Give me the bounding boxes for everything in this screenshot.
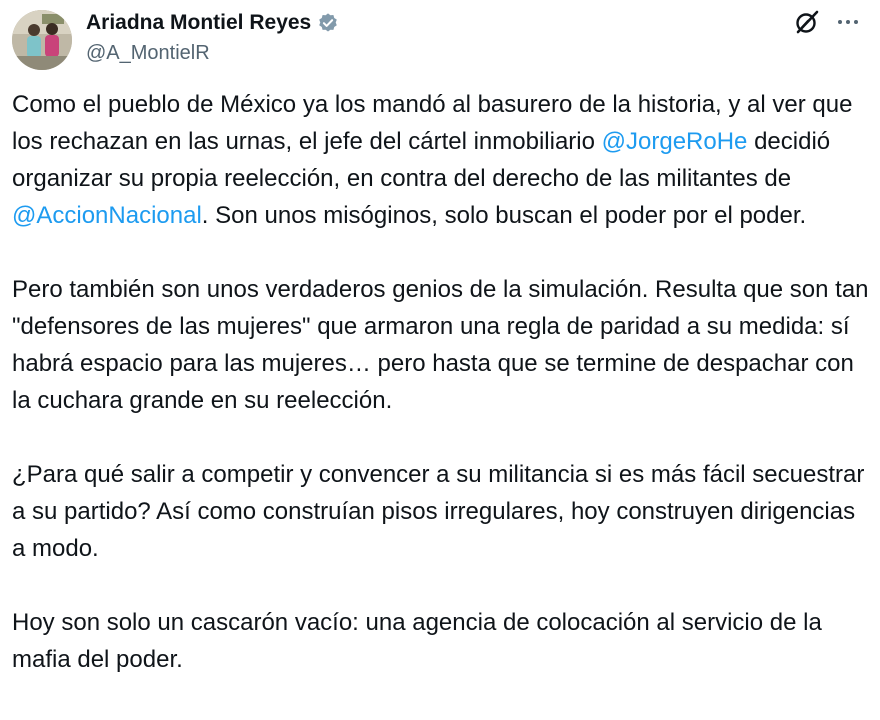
tweet-actions bbox=[794, 8, 860, 36]
display-name-row bbox=[86, 10, 339, 36]
text-segment: decidió organizar su propia reelección, en contra del derecho de las militantes de bbox=[12, 128, 831, 192]
text-segment: . Son unos misóginos, solo buscan el poder por el poder. bbox=[201, 202, 807, 229]
mention-link[interactable]: @AccionNacional bbox=[12, 202, 202, 229]
tweet-paragraph-2: Pero también son unos verdaderos genios de la simulación. Resulta que son tan "defensores de las mujeres" que armaron una regla de paridad a su medida: sí habrá espacio para las mujeres… pero hasta que se termine de despachar con la cuchara grande en su reelección. bbox=[12, 276, 869, 414]
verified-badge-icon[interactable] bbox=[317, 12, 339, 34]
profile-photo-icon bbox=[12, 10, 72, 70]
tweet-text bbox=[12, 86, 870, 678]
tweet-header bbox=[12, 8, 868, 68]
tweet-paragraph-4: Hoy son solo un cascarón vacío: una agencia de colocación al servicio de la mafia del poder. bbox=[12, 609, 822, 673]
avatar[interactable] bbox=[12, 10, 72, 70]
mention-link[interactable]: @JorgeRoHe bbox=[601, 128, 748, 155]
more-icon[interactable] bbox=[836, 10, 860, 34]
grok-icon[interactable] bbox=[794, 9, 820, 35]
display-name[interactable]: Ariadna Montiel Reyes bbox=[86, 11, 312, 34]
text-segment: Como el pueblo de México ya los mandó al basurero de la historia, y al ver que los rechazan en las urnas, el jefe del cártel inmobiliario bbox=[12, 91, 853, 155]
handle[interactable]: @A_MontielR bbox=[86, 42, 210, 64]
tweet-paragraph-1 bbox=[12, 86, 870, 234]
author-names bbox=[86, 10, 339, 65]
tweet-paragraph-3: ¿Para qué salir a competir y convencer a su militancia si es más fácil secuestrar a su partido? Así como construían pisos irregulares, hoy construyen dirigencias a modo. bbox=[12, 461, 865, 562]
